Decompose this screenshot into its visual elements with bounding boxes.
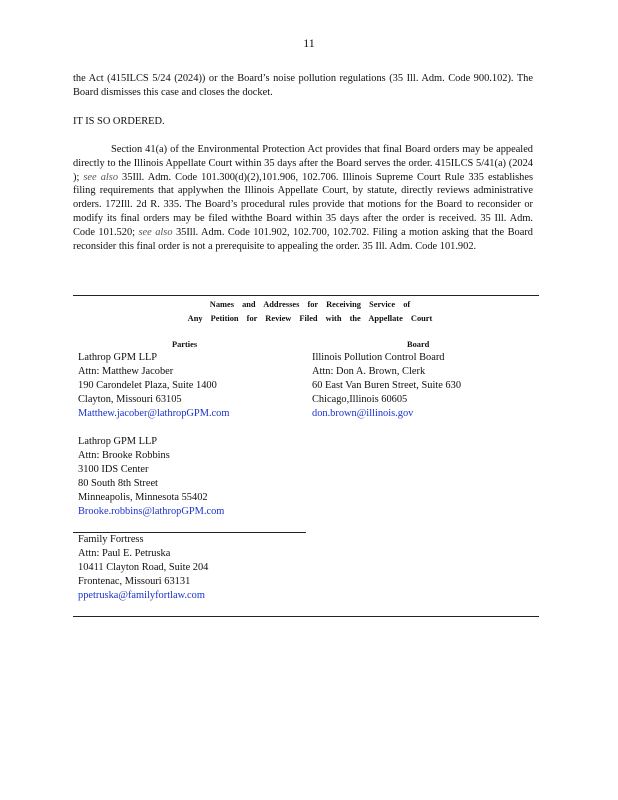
column-header-parties: Parties: [172, 340, 198, 349]
address-line: 3100 IDS Center: [78, 464, 149, 475]
address-line: Attn: Brooke Robbins: [78, 450, 170, 461]
paragraph-dismissal: the Act (415ILCS 5/24 (2024)) or the Board’s noise pollution regulations (35 Ill. Adm. Code 900.102). The Board dismisses this case and closes the docket.: [73, 73, 533, 98]
address-line: Attn: Don A. Brown, Clerk: [312, 366, 426, 377]
paragraph-appeal-rights: [73, 143, 533, 253]
email-link[interactable]: Brooke.robbins@lathropGPM.com: [78, 506, 225, 517]
party-address-block: [78, 435, 224, 519]
address-line: Clayton, Missouri 63105: [78, 394, 182, 405]
paragraph-so-ordered: IT IS SO ORDERED.: [73, 116, 165, 127]
service-list-title: [140, 298, 480, 326]
appeal-text-part-2: 35Ill. Adm. Code 101.300(d)(2),101.906, 102.706. Illinois Supreme Court Rule 335 establishes filing requirements that applywhen the Illinois Appellate Court, by statute, directly reviews administrative orders. 172Ill. 2d R. 335. The Board’s procedural rules provide that motions for the Board to reconsider or modify its final orders may be filed withthe Board within 35 days after the order is received. 35 Ill. Adm. Code 101.520;: [73, 171, 533, 238]
page-number: 11: [303, 36, 315, 50]
address-line: 80 South 8th Street: [78, 478, 158, 489]
email-link[interactable]: ppetruska@familyfortlaw.com: [78, 590, 205, 601]
party-address-block: [78, 351, 229, 421]
see-also-signal-2: see also: [138, 226, 173, 238]
address-line: Lathrop GPM LLP: [78, 436, 158, 447]
address-line: Lathrop GPM LLP: [78, 352, 158, 363]
email-link[interactable]: Matthew.jacober@lathropGPM.com: [78, 408, 230, 419]
email-link[interactable]: don.brown@illinois.gov: [312, 408, 414, 419]
address-line: Chicago,Illinois 60605: [312, 394, 408, 405]
divider-top: [73, 295, 539, 296]
appeal-text-part-1: Section 41(a) of the Environmental Protection Act provides that final Board orders may be appealed directly to the Illinois Appellate Court within 35 days after the Board serves the order. 415ILCS 5/41(a) (2024 );: [73, 144, 533, 183]
address-line: 190 Carondelet Plaza, Suite 1400: [78, 380, 217, 391]
see-also-signal-1: see also: [83, 171, 119, 183]
service-title-line-1: Names and Addresses for Receiving Service of: [209, 300, 411, 309]
address-line: Illinois Pollution Control Board: [312, 352, 445, 363]
address-line: 10411 Clayton Road, Suite 204: [78, 562, 209, 573]
board-address-block: [312, 351, 461, 421]
party-address-block: [78, 533, 208, 603]
column-header-board: Board: [407, 340, 430, 349]
address-line: 60 East Van Buren Street, Suite 630: [312, 380, 462, 391]
address-line: Frontenac, Missouri 63131: [78, 576, 191, 587]
address-line: Minneapolis, Minnesota 55402: [78, 492, 208, 503]
service-title-line-2: Any Petition for Review Filed with the Appellate Court: [187, 314, 433, 323]
address-line: Attn: Paul E. Petruska: [78, 548, 171, 559]
address-line: Attn: Matthew Jacober: [78, 366, 174, 377]
address-line: Family Fortress: [78, 534, 144, 545]
appeal-text-part-3: 35Ill. Adm. Code 101.902, 102.700, 102.702. Filing a motion asking that the Board reconsider this final order is not a prerequisite to appealing the order. 35 Ill. Adm. Code 101.902.: [73, 226, 533, 252]
divider-bottom: [73, 616, 539, 617]
